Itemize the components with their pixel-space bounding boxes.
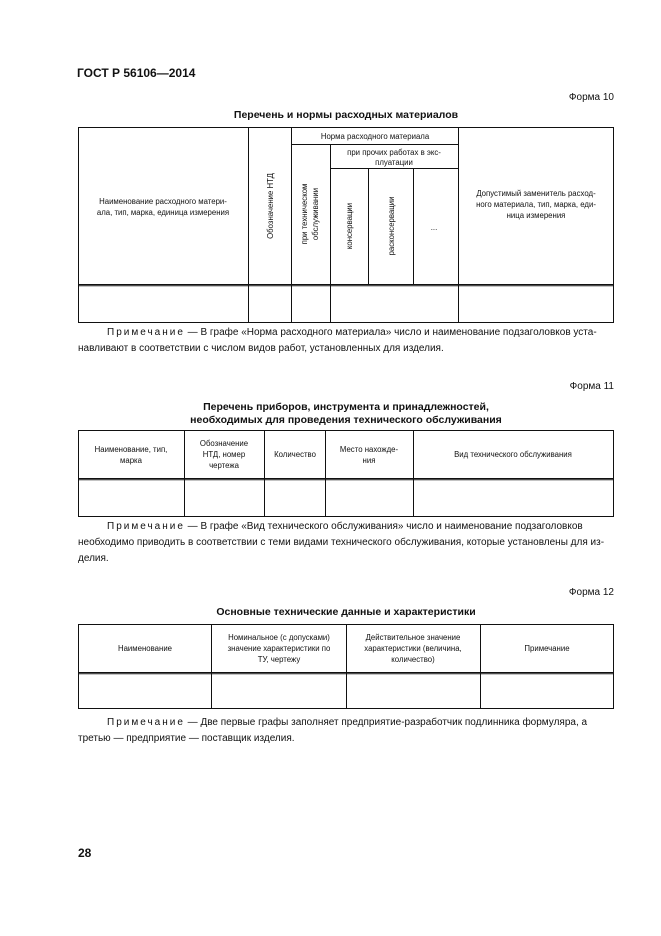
form11-col-name-2: марка (120, 456, 142, 465)
form11-note-text: — В графе «Вид технического обслуживания» число и наименование подзаголовков (187, 521, 583, 532)
form10-col-ntd: Обозначение НТД (266, 173, 275, 239)
form10-col-substitute-3: ница измерения (506, 211, 566, 220)
form10-col-other-works-1: при прочих работах в экс- (347, 148, 441, 157)
form12-note (78, 715, 614, 747)
form11-col-ntd-3: чертежа (209, 461, 239, 470)
form12-label: Форма 12 (568, 587, 614, 598)
form11-note (78, 519, 614, 567)
form12-col-actual-3: количество) (391, 655, 435, 664)
form11-col-qty: Количество (274, 450, 316, 459)
form11-title (78, 401, 614, 427)
form11-note-word: Примечание (107, 521, 185, 532)
form10-col-substitute-1: Допустимый заменитель расход- (476, 189, 596, 198)
form11-label: Форма 11 (569, 381, 614, 392)
form12-col-actual-1: Действительное значение (365, 633, 461, 642)
form11-table-frame (79, 431, 614, 517)
form10-note-word: Примечание (107, 327, 185, 338)
page-number: 28 (78, 846, 92, 860)
form11-note-text2: необходимо приводить в соответствии с теми видами технического обслуживания, которые установлены для из- (78, 537, 605, 548)
form11-note-text3: делия. (78, 553, 109, 564)
form10-title: Перечень и нормы расходных материалов (233, 109, 459, 121)
form11-col-ntd-1: Обозначение (199, 439, 249, 448)
form12-note-text2: третью — предприятие — поставщик изделия. (78, 733, 295, 744)
form10-col-conservation: консервации (345, 202, 354, 250)
form10-note-text: — В графе «Норма расходного материала» число и наименование подзаголовков уста- (187, 327, 597, 338)
form10-col-tech-service-1: при техническом (300, 183, 309, 245)
form10-col-norm: Норма расходного материала (320, 132, 430, 141)
form12-col-name: Наименование (117, 644, 173, 653)
form11-title-line1: Перечень приборов, инструмента и принадлежностей, (203, 401, 489, 413)
form11-col-service-type: Вид технического обслуживания (454, 450, 572, 459)
form12-note-text: — Две первые графы заполняет предприятие-разработчик подлинника формуляра, а (187, 717, 588, 728)
form11-col-location-1: Место нахожде- (339, 445, 399, 454)
form11-col-name-1: Наименование, тип, (94, 445, 168, 454)
form12-title: Основные технические данные и характеристики (216, 606, 476, 618)
form10-col-other-works-2: плуатации (375, 158, 413, 167)
form10-col-reconservation: расконсервации (387, 196, 396, 256)
form12-col-nominal-3: ТУ, чертежу (257, 655, 301, 664)
form12-col-nominal-2: значение характеристики по (227, 644, 331, 653)
form10-col-ellipsis: ... (430, 223, 438, 232)
standard-header: ГОСТ Р 56106—2014 (77, 66, 196, 80)
form11-title-line2: необходимых для проведения технического обслуживания (190, 414, 502, 426)
form10-col-substitute-2: ного материала, тип, марка, еди- (476, 200, 596, 209)
form11-col-location-2: ния (362, 456, 376, 465)
form10-col-name-2: ала, тип, марка, единица измерения (96, 208, 230, 217)
form10-note (78, 325, 614, 357)
form12-col-actual-2: характеристики (величина, (364, 644, 462, 653)
form12-col-remark: Примечание (524, 644, 570, 653)
form12-note-word: Примечание (107, 717, 185, 728)
form12-col-nominal-1: Номинальное (с допусками) (228, 633, 330, 642)
form11-col-ntd-2: НТД, номер (202, 450, 246, 459)
form10-note-text2: навливают в соответствии с числом видов работ, установленных для изделия. (78, 343, 444, 354)
form10-label: Форма 10 (568, 92, 614, 103)
form10-col-name-1: Наименование расходного матери- (99, 197, 227, 206)
form10-col-tech-service-2: обслуживании (311, 187, 320, 241)
